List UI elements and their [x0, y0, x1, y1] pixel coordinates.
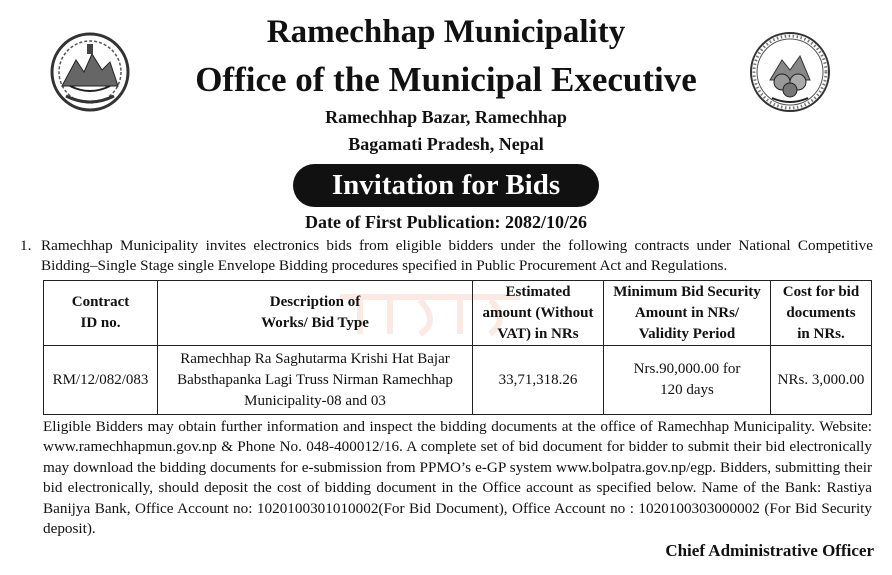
publication-date: Date of First Publication: 2082/10/26 — [305, 212, 587, 232]
header-estimated-amount: Estimated amount (Without VAT) in NRs — [473, 281, 604, 346]
intro-text: Ramechhap Municipality invites electronics bids from eligible bidders under the following contracts under National Competitive Bidding–Single Stage single Envelope Bidding procedures specified in Public Procurement Act and Regulations. — [41, 237, 873, 274]
table-header-row — [44, 281, 872, 346]
address-line-2: Bagamati Pradesh, Nepal — [348, 134, 544, 154]
office-name: Office of the Municipal Executive — [195, 60, 697, 99]
cell-document-cost: NRs. 3,000.00 — [771, 346, 872, 415]
table-row — [44, 346, 872, 415]
cell-contract-id: RM/12/082/083 — [44, 346, 158, 415]
eligibility-paragraph: Eligible Bidders may obtain further information and inspect the bidding documents at the office of Ramechhap Municipality. Website: www.ramechhapmun.gov.np & Phone No. 048-400012/16. A complete set of bid document for bidder to submit their bid electronically may download the bidding documents for e-submission from PPMO’s e-GP system www.bolpatra.gov.np/egp. Bidders, submitting their bid electronically, should deposit the cost of bidding document in the Office account as specified below. Name of the Bank: Rastiya Banijya Bank, Office Account no: 1020100301010002(For Bid Document), Office Account no : 1020100303000002 (For Bid Security deposit). — [43, 418, 872, 538]
header-document-cost: Cost for bid documents in NRs. — [771, 281, 872, 346]
address-line-1: Ramechhap Bazar, Ramechhap — [325, 107, 567, 127]
intro-paragraph — [20, 236, 873, 276]
signatory: Chief Administrative Officer — [665, 541, 874, 560]
municipality-name: Ramechhap Municipality — [266, 14, 626, 50]
cell-estimated-amount: 33,71,318.26 — [473, 346, 604, 415]
cell-bid-security: Nrs.90,000.00 for 120 days — [604, 346, 771, 415]
intro-number: 1. — [20, 237, 32, 254]
header-bid-security: Minimum Bid Security Amount in NRs/ Validity Period — [604, 281, 771, 346]
notice-title-banner: Invitation for Bids — [293, 164, 599, 207]
header-contract-id: Contract ID no. — [44, 281, 158, 346]
header-description: Description of Works/ Bid Type — [158, 281, 473, 346]
cell-description: Ramechhap Ra Saghutarma Krishi Hat Bajar Babsthapanka Lagi Truss Nirman Ramechhap Municipality-08 and 03 — [158, 346, 473, 415]
bid-table — [43, 280, 872, 415]
